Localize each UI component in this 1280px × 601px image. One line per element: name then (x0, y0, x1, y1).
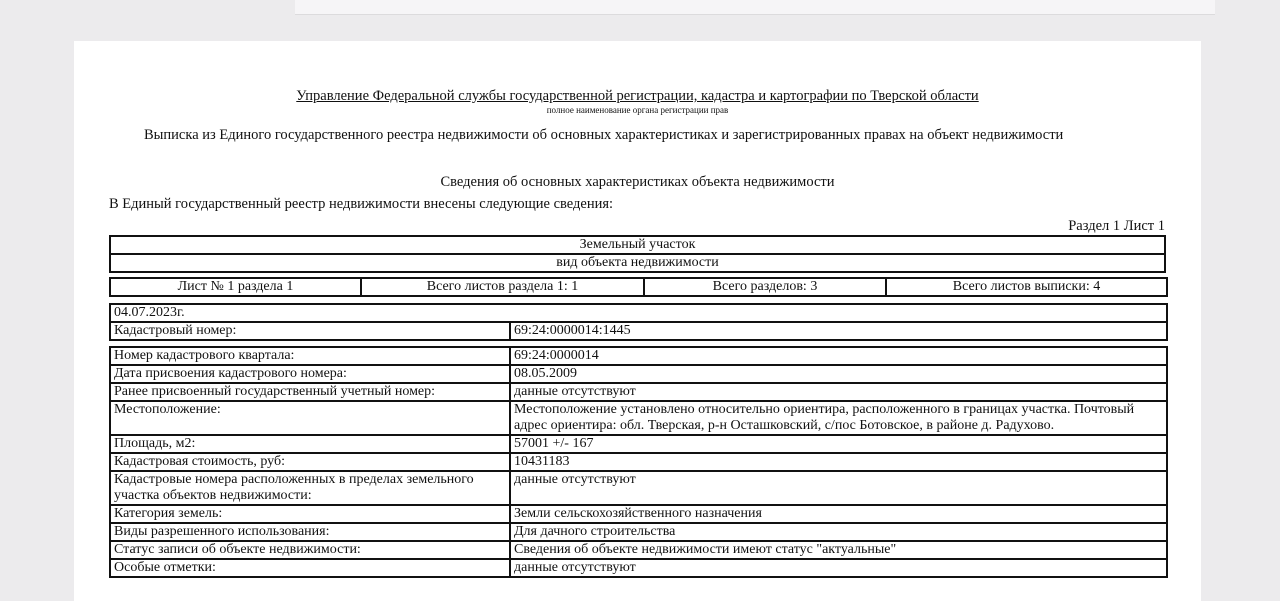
viewer-top-bar (0, 0, 1280, 40)
date-cadastral-table (109, 303, 1168, 341)
row-label: Виды разрешенного использования: (110, 523, 510, 541)
cadastral-number-label: Кадастровый номер: (110, 322, 510, 340)
table-row (110, 401, 1167, 435)
cadastral-number-row (110, 322, 1167, 340)
row-label: Кадастровая стоимость, руб: (110, 453, 510, 471)
row-value: данные отсутствуют (510, 383, 1167, 401)
table-row (110, 435, 1167, 453)
row-label: Статус записи об объекте недвижимости: (110, 541, 510, 559)
row-label: Дата присвоения кадастрового номера: (110, 365, 510, 383)
total-sections: Всего разделов: 3 (644, 278, 886, 296)
sheet-reference: Раздел 1 Лист 1 (1068, 218, 1165, 234)
table-row (110, 505, 1167, 523)
agency-name-text: Управление Федеральной службы государственной регистрации, кадастра и картографии по Тверской области (296, 88, 979, 104)
row-value: 10431183 (510, 453, 1167, 471)
table-row (110, 383, 1167, 401)
table-row (110, 365, 1167, 383)
row-value: Земли сельскохозяйственного назначения (510, 505, 1167, 523)
table-row (110, 541, 1167, 559)
row-label: Особые отметки: (110, 559, 510, 577)
row-label: Местоположение: (110, 401, 510, 435)
section-title: Сведения об основных характеристиках объекта недвижимости (440, 174, 835, 190)
row-value: Для дачного строительства (510, 523, 1167, 541)
extract-title: Выписка из Единого государственного реестра недвижимости об основных характеристиках и зарегистрированных правах на объект недвижимости (144, 127, 1064, 143)
table-row (110, 523, 1167, 541)
row-value: 57001 +/- 167 (510, 435, 1167, 453)
characteristics-table (109, 346, 1168, 578)
row-label: Номер кадастрового квартала: (110, 347, 510, 365)
extract-date: 04.07.2023г. (110, 304, 1167, 322)
agency-name (74, 88, 1201, 105)
object-type-caption-row (110, 254, 1165, 272)
row-label: Ранее присвоенный государственный учетный номер: (110, 383, 510, 401)
row-value: данные отсутствуют (510, 471, 1167, 505)
object-type: Земельный участок (110, 236, 1165, 254)
table-row (110, 559, 1167, 577)
row-value: 08.05.2009 (510, 365, 1167, 383)
date-row (110, 304, 1167, 322)
previous-page-edge (295, 0, 1215, 15)
sheet-info-row (110, 278, 1167, 296)
row-value: Местоположение установлено относительно ориентира, расположенного в границах участка. Почтовый адрес ориентира: обл. Тверская, р-н Осташковский, с/пос Ботовское, в районе д. Радухово. (510, 401, 1167, 435)
object-type-table (109, 235, 1166, 273)
object-type-caption: вид объекта недвижимости (110, 254, 1165, 272)
agency-caption: полное наименование органа регистрации прав (546, 105, 729, 115)
row-label: Категория земель: (110, 505, 510, 523)
table-row (110, 471, 1167, 505)
sheet-info-table (109, 277, 1168, 297)
document-page (74, 41, 1201, 601)
table-row (110, 453, 1167, 471)
row-value: 69:24:0000014 (510, 347, 1167, 365)
total-sheets-extract: Всего листов выписки: 4 (886, 278, 1167, 296)
cadastral-number-value: 69:24:0000014:1445 (510, 322, 1167, 340)
row-label: Площадь, м2: (110, 435, 510, 453)
row-value: данные отсутствуют (510, 559, 1167, 577)
intro-text: В Единый государственный реестр недвижимости внесены следующие сведения: (109, 196, 614, 212)
object-type-row (110, 236, 1165, 254)
row-label: Кадастровые номера расположенных в пределах земельного участка объектов недвижимости: (110, 471, 510, 505)
row-value: Сведения об объекте недвижимости имеют статус "актуальные" (510, 541, 1167, 559)
table-row (110, 347, 1167, 365)
total-sheets-section: Всего листов раздела 1: 1 (361, 278, 644, 296)
sheet-number: Лист № 1 раздела 1 (110, 278, 361, 296)
